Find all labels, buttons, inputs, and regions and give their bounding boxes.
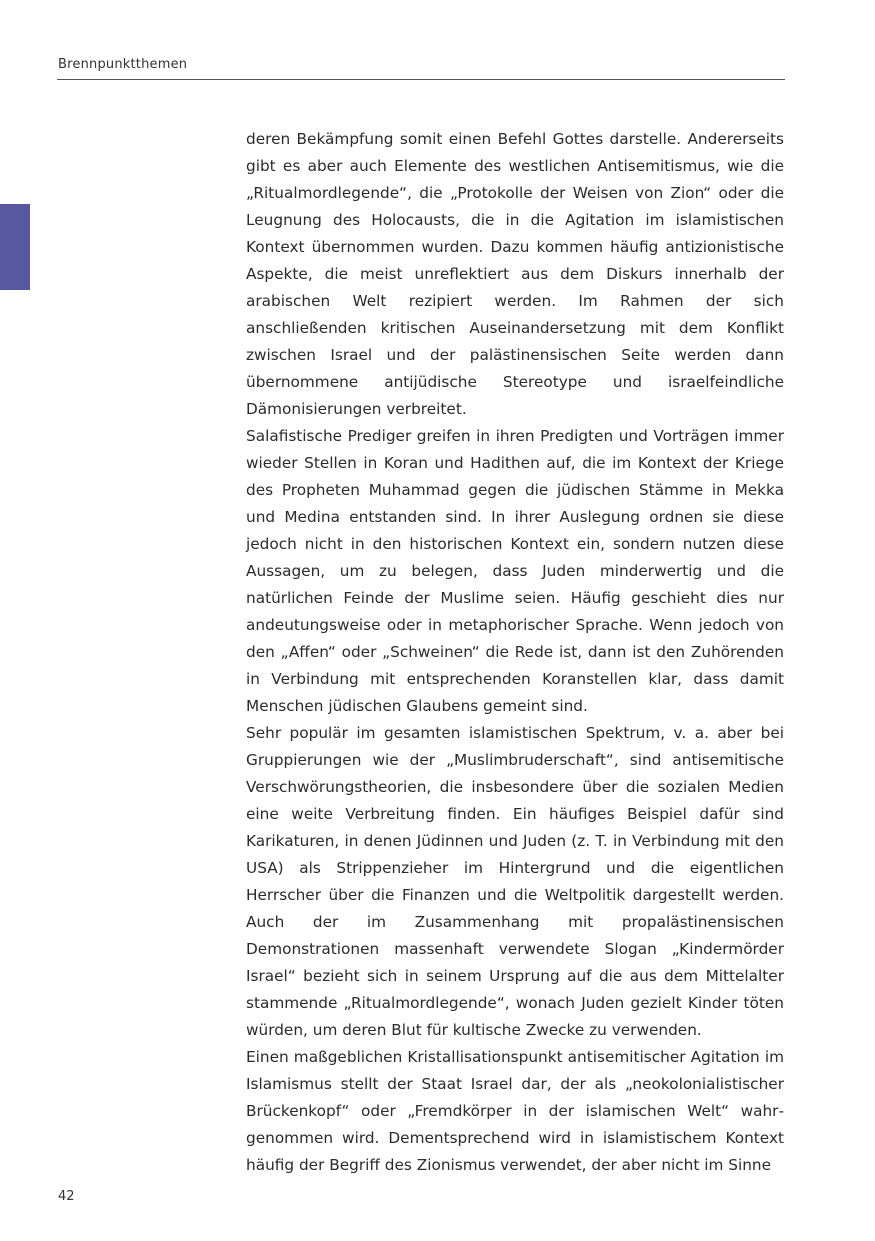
body-text	[246, 126, 784, 1179]
paragraph-4: Einen maßgeblichen Kristallisationspunkt antisemitischer Agitation im Islamismus stellt der Staat Israel dar, der als „neokolonialistischer Brückenkopf“ oder „Fremdkörper in der islamischen Welt“ wahrgenommen wird. Dementsprechend wird in islamistischem Kontext häufig der Begriff des Zionismus verwendet, der aber nicht im Sinne	[246, 1048, 784, 1174]
paragraph-1: deren Bekämpfung somit einen Befehl Gottes darstelle. Andererseits gibt es aber auch Elemente des westlichen Antisemitismus, wie die „Ritualmordlegende“, die „Protokolle der Weisen von Zion“ oder die Leugnung des Holocausts, die in die Agitation im islamistischen Kontext übernommen wurden. Dazu kommen häufig antizionistische Aspekte, die meist unreflektiert aus dem Diskurs innerhalb der arabischen Welt rezipiert werden. Im Rahmen der sich anschließenden kritischen Auseinandersetzung mit dem Konflikt zwischen Israel und der palästinensischen Seite werden dann übernommene antijüdische Stereotype und israelfeindliche Dämonisierungen verbreitet.	[246, 130, 784, 418]
running-header: Brennpunktthemen	[58, 57, 188, 72]
paragraph-2: Salafistische Prediger greifen in ihren Predigten und Vorträgen immer wieder Stellen in Koran und Hadithen auf, die im Kontext der Kriege des Propheten Muhammad gegen die jüdischen Stämme in Mekka und Medina entstanden sind. In ihrer Auslegung ordnen sie diese jedoch nicht in den historischen Kontext ein, sondern nutzen diese Aussagen, um zu belegen, dass Juden minderwertig und die natürlichen Feinde der Muslime seien. Häufig geschieht dies nur andeutungsweise oder in metaphorischer Sprache. Wenn jedoch von den „Affen“ oder „Schweinen“ die Rede ist, dann ist den Zuhörenden in Verbindung mit entsprechenden Koranstellen klar, dass damit Menschen jüdischen Glaubens gemeint sind.	[246, 427, 784, 715]
page-number: 42	[58, 1189, 75, 1204]
paragraph-3: Sehr populär im gesamten islamistischen Spektrum, v. a. aber bei Gruppierungen wie der „Muslimbruderschaft“, sind antisemitische Verschwörungstheorien, die insbesondere über die sozialen Medien eine weite Verbreitung finden. Ein häufiges Beispiel dafür sind Karikaturen, in denen Jüdinnen und Juden (z. T. in Verbindung mit den USA) als Strippenzieher im Hintergrund und die eigentlichen Herrscher über die Finanzen und die Weltpolitik dargestellt werden. Auch der im Zusammenhang mit propalästinensischen Demonstrationen massenhaft verwendete Slogan „Kindermörder Israel“ bezieht sich in seinem Ursprung auf die aus dem Mittelalter stammende „Ritualmordlegende“, wonach Juden gezielt Kinder töten würden, um deren Blut für kultische Zwecke zu verwenden.	[246, 724, 784, 1039]
header-divider	[57, 79, 785, 80]
chapter-marker-tab	[0, 204, 30, 290]
